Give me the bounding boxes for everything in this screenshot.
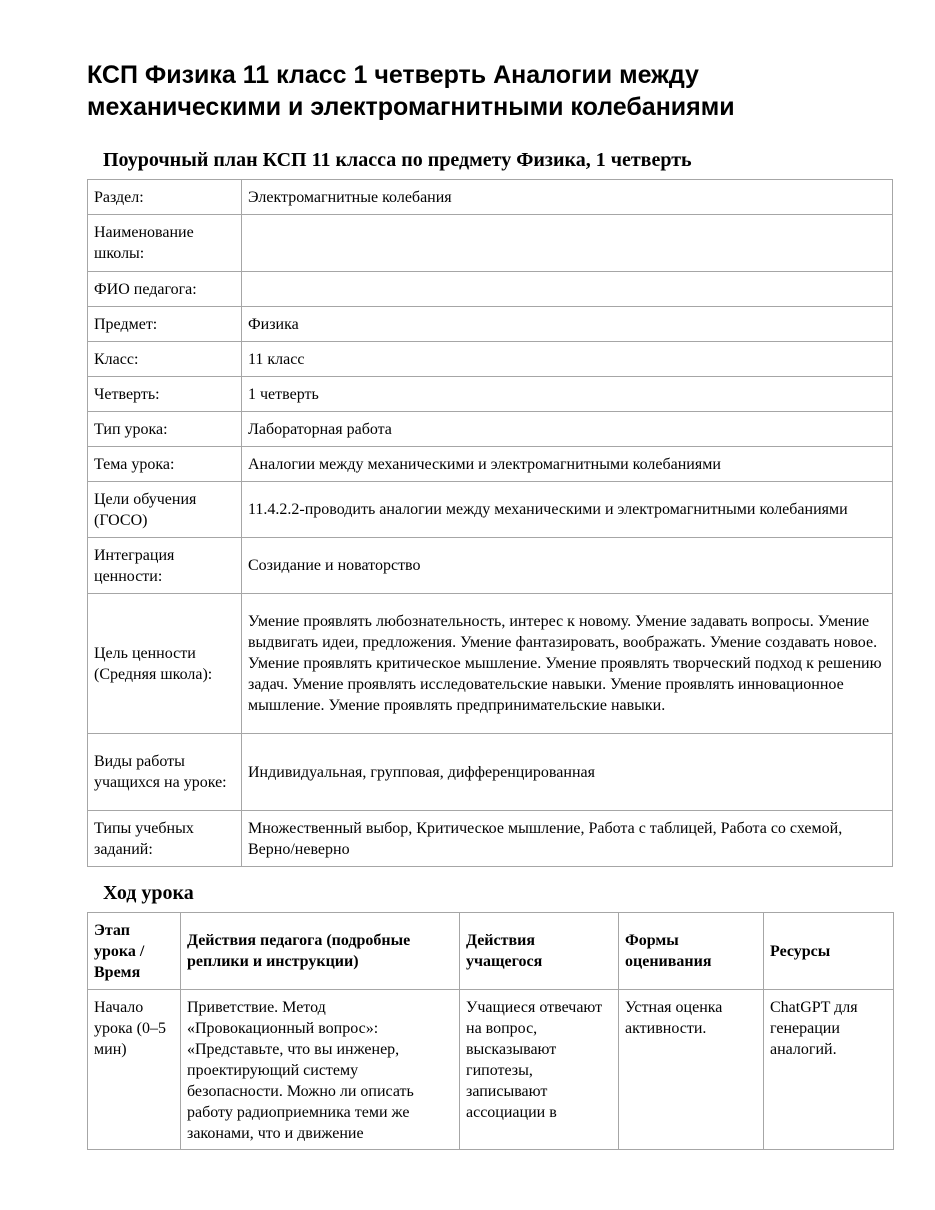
teacher-actions-cell: Приветствие. Метод «Провокационный вопрос»: «Представьте, что вы инженер, проектирующий систему безопасности. Можно ли описать работу радиоприемника теми же законами, что и движение [181,990,460,1150]
info-value: Множественный выбор, Критическое мышление, Работа с таблицей, Работа со схемой, Верно/неверно [242,811,893,867]
lesson-heading: Ход урока [103,882,194,904]
table-row [88,990,894,1150]
info-value: Физика [242,307,893,342]
plan-heading: Поурочный план КСП 11 класса по предмету Физика, 1 четверть [103,149,692,171]
table-row [88,215,893,272]
info-label: Тема урока: [88,447,242,482]
table-row [88,734,893,811]
info-label: Виды работы учащихся на уроке: [88,734,242,811]
column-header: Этап урока / Время [88,913,181,990]
table-row [88,482,893,538]
table-row [88,342,893,377]
info-label: Типы учебных заданий: [88,811,242,867]
info-value: 1 четверть [242,377,893,412]
column-header: Ресурсы [764,913,894,990]
info-value: 11 класс [242,342,893,377]
info-value: 11.4.2.2-проводить аналогии между механическими и электромагнитными колебаниями [242,482,893,538]
info-value: Умение проявлять любознательность, интерес к новому. Умение задавать вопросы. Умение выдвигать идеи, предложения. Умение фантазировать, воображать. Умение создавать новое. Умение проявлять критическое мышление. Умение проявлять творческий подход к решению задач. Умение проявлять исследовательские навыки. Умение проявлять инновационное мышление. Умение проявлять предпринимательские навыки. [242,594,893,734]
info-label: Четверть: [88,377,242,412]
info-value: Созидание и новаторство [242,538,893,594]
info-label: Раздел: [88,180,242,215]
table-row [88,594,893,734]
student-actions-cell: Учащиеся отвечают на вопрос, высказывают гипотезы, записывают ассоциации в [460,990,619,1150]
document-title: КСП Физика 11 класс 1 четверть Аналогии между механическими и электромагнитными колебаниями [87,61,735,121]
info-label: Предмет: [88,307,242,342]
info-label: Цель ценности (Средняя школа): [88,594,242,734]
column-header: Формы оценивания [619,913,764,990]
info-value: Индивидуальная, групповая, дифференцированная [242,734,893,811]
table-row [88,180,893,215]
info-value: Аналогии между механическими и электромагнитными колебаниями [242,447,893,482]
table-row [88,412,893,447]
table-row [88,307,893,342]
info-value: Лабораторная работа [242,412,893,447]
info-label: Тип урока: [88,412,242,447]
stage-cell: Начало урока (0–5 мин) [88,990,181,1150]
table-row [88,377,893,412]
assessment-cell: Устная оценка активности. [619,990,764,1150]
info-value: Электромагнитные колебания [242,180,893,215]
table-row [88,447,893,482]
column-header: Действия учащегося [460,913,619,990]
lesson-table [87,912,894,1150]
info-label: Наименование школы: [88,215,242,272]
column-header: Действия педагога (подробные реплики и инструкции) [181,913,460,990]
table-header-row [88,913,894,990]
info-label: Класс: [88,342,242,377]
table-row [88,538,893,594]
table-row [88,811,893,867]
info-table [87,179,893,867]
resources-cell: ChatGPT для генерации аналогий. [764,990,894,1150]
table-row [88,272,893,307]
info-label: ФИО педагога: [88,272,242,307]
info-value [242,215,893,272]
info-label: Цели обучения (ГОСО) [88,482,242,538]
info-value [242,272,893,307]
info-label: Интеграция ценности: [88,538,242,594]
